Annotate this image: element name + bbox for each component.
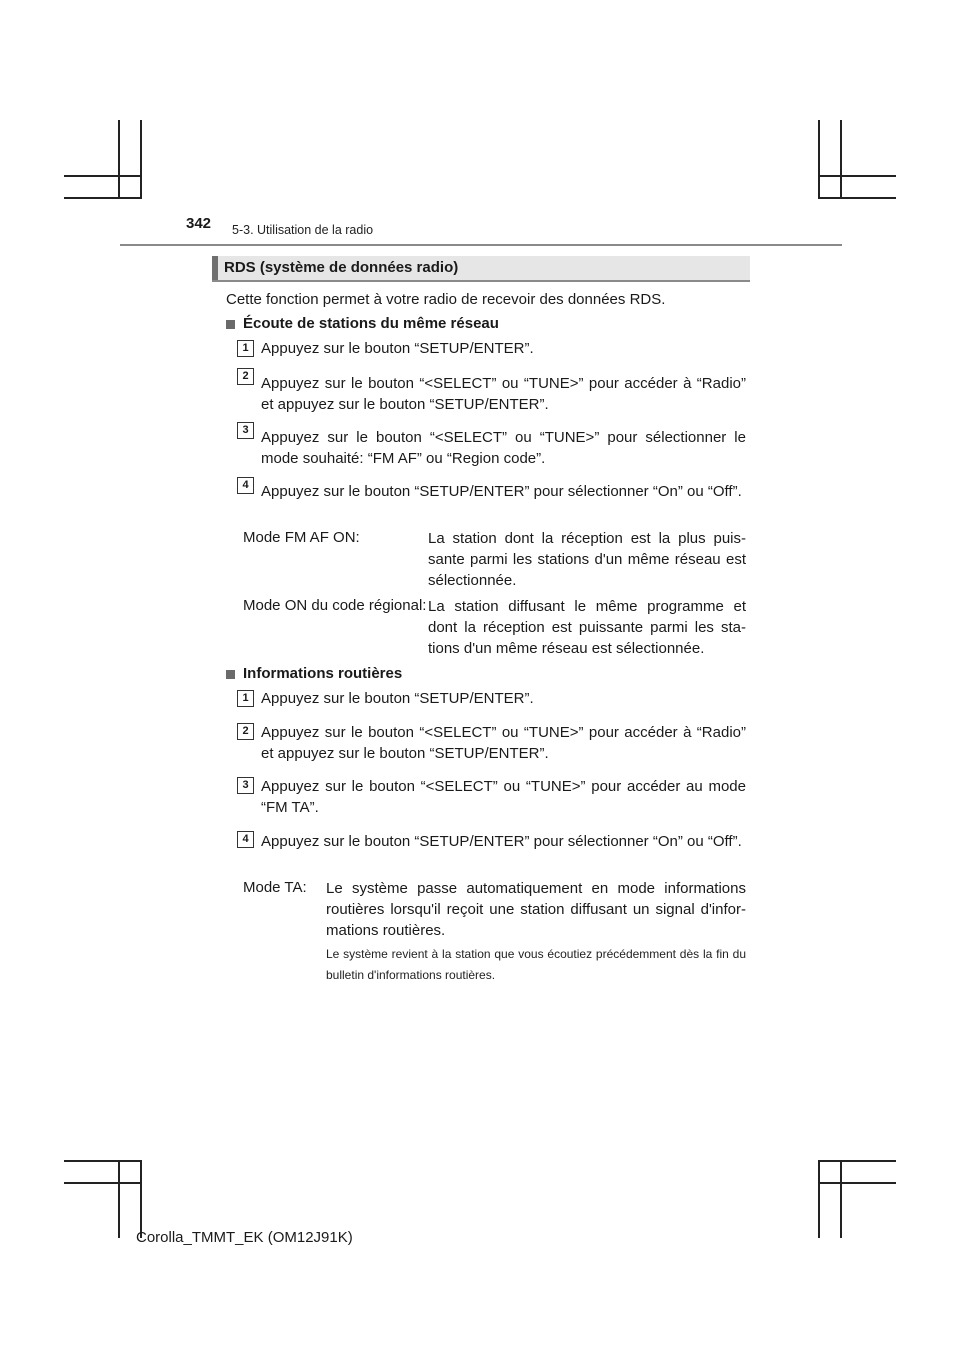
traffic-step-3: Appuyez sur le bouton “<SELECT” ou “TUNE>” pour accéder au mode “FM TA”. xyxy=(261,778,746,816)
crop-mark-top-left-v1 xyxy=(118,120,120,198)
crop-mark-top-right-v1 xyxy=(818,120,820,198)
step-number-3: 3 xyxy=(237,422,254,439)
step-number-1: 1 xyxy=(237,690,254,707)
crop-mark-top-left-h1 xyxy=(64,175,142,177)
step-number-4: 4 xyxy=(237,831,254,848)
page-number: 342 xyxy=(186,215,212,232)
crop-mark-bottom-left-v1 xyxy=(118,1160,120,1238)
section-title: RDS (système de données radio) xyxy=(224,259,459,276)
crop-mark-top-right-h1 xyxy=(818,175,896,177)
mode-fm-af-desc: La station dont la réception est la plus puis-sante parmi les stations d'un même réseau est sélectionnée. xyxy=(428,530,746,589)
chapter-title: 5-3. Utilisation de la radio xyxy=(232,223,374,237)
header-divider xyxy=(120,244,842,246)
step-number-2: 2 xyxy=(237,368,254,385)
section-bar-accent xyxy=(212,256,218,280)
crop-mark-bottom-right-h1 xyxy=(818,1160,896,1162)
step-number-3: 3 xyxy=(237,777,254,794)
network-step-4: Appuyez sur le bouton “SETUP/ENTER” pour sélectionner “On” ou “Off”. xyxy=(261,483,742,500)
section-title-bar xyxy=(212,256,750,282)
crop-mark-top-left-h2 xyxy=(64,197,142,199)
network-step-3: Appuyez sur le bouton “<SELECT” ou “TUNE>” pour sélectionner le mode souhaité: “FM AF” ou “Region code”. xyxy=(261,429,746,467)
crop-mark-top-left-v2 xyxy=(140,120,142,198)
bullet-square-icon xyxy=(226,670,235,679)
crop-mark-top-right-h2 xyxy=(818,197,896,199)
footer-document-id: Corolla_TMMT_EK (OM12J91K) xyxy=(136,1229,353,1246)
network-heading: Écoute de stations du même réseau xyxy=(243,315,499,332)
crop-mark-bottom-right-h2 xyxy=(818,1182,896,1184)
crop-mark-top-right-v2 xyxy=(840,120,842,198)
mode-fm-af-label: Mode FM AF ON: xyxy=(243,529,360,546)
crop-mark-bottom-left-h2 xyxy=(64,1182,142,1184)
mode-ta-label: Mode TA: xyxy=(243,879,307,896)
crop-mark-bottom-right-v1 xyxy=(818,1160,820,1238)
mode-region-desc: La station diffusant le même programme et dont la réception est puissante parmi les sta-tions d'un même réseau est sélectionnée. xyxy=(428,598,746,657)
step-number-2: 2 xyxy=(237,723,254,740)
crop-mark-bottom-right-v2 xyxy=(840,1160,842,1238)
traffic-step-4: Appuyez sur le bouton “SETUP/ENTER” pour sélectionner “On” ou “Off”. xyxy=(261,833,742,850)
mode-ta-desc: Le système passe automatiquement en mode informations routières lorsqu'il reçoit une station diffusant un signal d'infor-mations routières. xyxy=(326,880,746,939)
step-number-1: 1 xyxy=(237,340,254,357)
network-step-2: Appuyez sur le bouton “<SELECT” ou “TUNE>” pour accéder à “Radio” et appuyez sur le bouton “SETUP/ENTER”. xyxy=(261,375,746,413)
section-intro: Cette fonction permet à votre radio de recevoir des données RDS. xyxy=(226,291,666,308)
mode-ta-note: Le système revient à la station que vous écoutiez précédemment dès la fin du bulletin d'informations routières. xyxy=(326,947,746,982)
crop-mark-bottom-left-v2 xyxy=(140,1160,142,1238)
crop-mark-bottom-left-h1 xyxy=(64,1160,142,1162)
bullet-square-icon xyxy=(226,320,235,329)
traffic-heading: Informations routières xyxy=(243,665,403,682)
network-step-1: Appuyez sur le bouton “SETUP/ENTER”. xyxy=(261,340,534,357)
step-number-4: 4 xyxy=(237,477,254,494)
mode-region-label: Mode ON du code régional: xyxy=(243,597,427,614)
traffic-step-2: Appuyez sur le bouton “<SELECT” ou “TUNE>” pour accéder à “Radio” et appuyez sur le bouton “SETUP/ENTER”. xyxy=(261,724,746,762)
traffic-step-1: Appuyez sur le bouton “SETUP/ENTER”. xyxy=(261,690,534,707)
